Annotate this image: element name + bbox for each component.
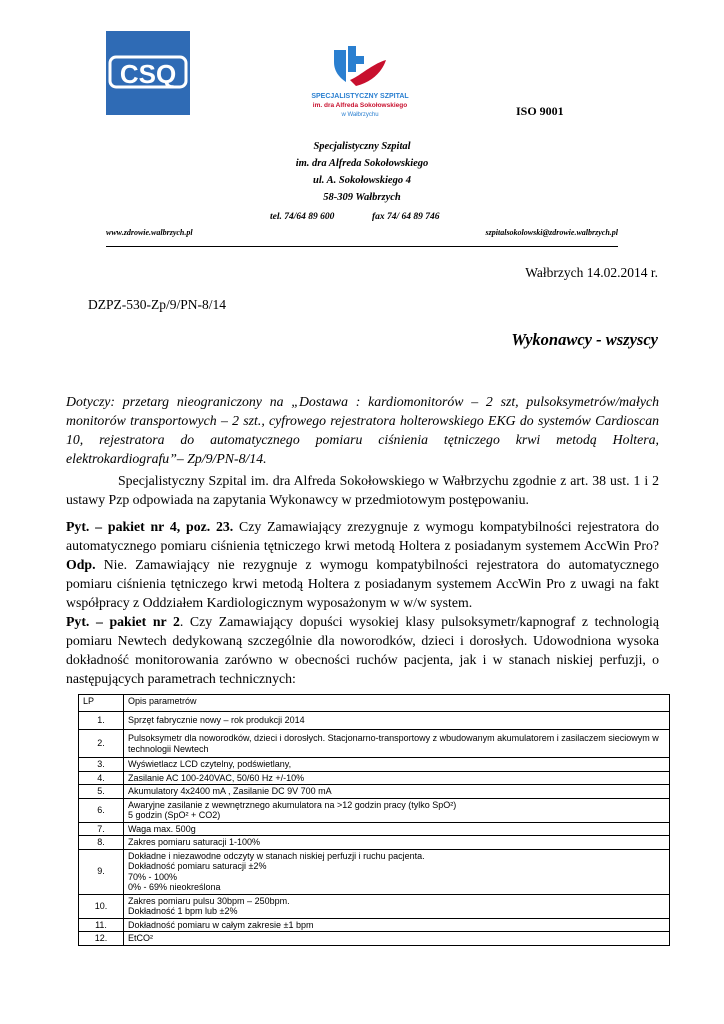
header-lp: LP	[79, 695, 124, 712]
addressee: Wykonawcy - wszyscy	[511, 330, 658, 349]
iso-label: ISO 9001	[516, 104, 564, 118]
answer-1-label: Odp.	[66, 557, 96, 572]
row-description	[124, 894, 670, 918]
address-line-4: 58-309 Wałbrzych	[323, 192, 401, 203]
table-row	[79, 712, 670, 730]
row-description-line: Waga max. 500g	[128, 823, 196, 834]
address-line-1: Specjalistyczny Szpital	[313, 141, 411, 152]
question-1-paragraph	[66, 517, 659, 612]
row-description-line: Wyświetlacz LCD czytelny, podświetlany,	[128, 759, 292, 769]
address-line-3: ul. A. Sokołowskiego 4	[313, 175, 411, 186]
table-row	[79, 758, 670, 772]
row-description-line: Awaryjne zasilanie z wewnętrznego akumulatora na >12 godzin pracy (tylko SpO²)	[128, 799, 457, 810]
hospital-logo-line1: SPECJALISTYCZNY SZPITAL	[311, 93, 409, 100]
row-description	[124, 836, 670, 850]
row-description-line: Akumulatory 4x2400 mA , Zasilanie DC 9V 700 mA	[128, 786, 332, 796]
table-row	[79, 932, 670, 946]
row-description-line: Zakres pomiaru saturacji 1-100%	[128, 837, 261, 847]
question-2-text: . Czy Zamawiający dopuści wysokiej klasy pulsoksymetr/kapnograf z technologią pomiaru Newtech dedykowaną szczególnie dla noworodków, dzieci i dorosłych. Udowodniona wysoka dokładność monitorowania zarówno w obecności ruchów pacjenta, jak i w stanach niskiej perfuzji, o następujących parametrach technicznych:	[66, 614, 660, 686]
table-row	[79, 836, 670, 850]
hospital-logo	[290, 42, 430, 122]
answer-1-text: Nie. Zamawiający nie rezygnuje z wymogu kompatybilności rejestratora do automatycznego pomiaru ciśnienia tętniczego krwi metodą Holtera z posiadanym systemem AccWin Pro z uwagi na fakt współpracy z Oddziałem Kardiologicznym wyposażonym w w/w system.	[66, 557, 659, 610]
row-number: 8.	[79, 836, 124, 850]
row-description-line: 0% - 69% nieokreślona	[128, 882, 221, 892]
row-description	[124, 730, 670, 758]
question-1-text: Czy Zamawiający zrezygnuje z wymogu kompatybilności rejestratora do automatycznego pomiaru ciśnienia tętniczego krwi metodą Holtera z posiadanym systemem AccWin Pro?	[66, 519, 660, 553]
website-link[interactable]: www.zdrowie.walbrzych.pl	[106, 228, 193, 237]
fax: fax 74/ 64 89 746	[372, 212, 440, 222]
row-description	[124, 758, 670, 772]
question-2-paragraph	[66, 612, 659, 688]
parameters-table	[78, 694, 670, 946]
table-row	[79, 894, 670, 918]
row-description	[124, 771, 670, 785]
row-description-line: Pulsoksymetr dla noworodków, dzieci i dorosłych. Stacjonarno-transportowy z wbudowanym akumulatorem i zasilaczem sieciowym w technologii Newtech	[128, 733, 659, 754]
csq-logo	[106, 31, 190, 115]
table-row	[79, 918, 670, 932]
reference-number: DZPZ-530-Zp/9/PN-8/14	[88, 297, 226, 312]
table-row	[79, 785, 670, 799]
row-number: 9.	[79, 849, 124, 894]
table-row	[79, 822, 670, 836]
table-row	[79, 771, 670, 785]
row-description-line: Zakres pomiaru pulsu 30bpm – 250bpm.	[128, 895, 290, 906]
row-number: 3.	[79, 758, 124, 772]
row-description	[124, 798, 670, 822]
row-number: 7.	[79, 822, 124, 836]
row-description	[124, 849, 670, 894]
row-description-line: Zasilanie AC 100-240VAC, 50/60 Hz +/-10%	[128, 772, 305, 783]
row-number: 10.	[79, 894, 124, 918]
row-number: 6.	[79, 798, 124, 822]
row-number: 12.	[79, 932, 124, 946]
hospital-logo-line2: im. dra Alfreda Sokołowskiego	[312, 102, 408, 109]
row-number: 11.	[79, 918, 124, 932]
email-link[interactable]: szpitalsokolowski@zdrowie.walbrzych.pl	[485, 228, 618, 237]
table-row	[79, 730, 670, 758]
row-description	[124, 822, 670, 836]
header-divider	[106, 246, 618, 247]
row-number: 4.	[79, 771, 124, 785]
letter-date: Wałbrzych 14.02.2014 r.	[525, 265, 658, 280]
address-line-2: im. dra Alfreda Sokołowskiego	[295, 158, 429, 169]
header-description: Opis parametrów	[124, 695, 670, 712]
row-description	[124, 932, 670, 946]
row-description-line: Dokładność 1 bpm lub ±2%	[128, 906, 238, 916]
row-description	[124, 712, 670, 730]
table-row	[79, 798, 670, 822]
row-number: 1.	[79, 712, 124, 730]
csq-logo-text: CSQ	[119, 59, 177, 89]
telephone: tel. 74/64 89 600	[270, 212, 335, 222]
row-description-line: Dokładne i niezawodne odczyty w stanach niskiej perfuzji i ruchu pacjenta.	[128, 850, 425, 861]
row-description-line: 5 godzin (SpO² + CO2)	[128, 810, 221, 820]
table-header-row	[79, 695, 670, 712]
row-description-line: 70% - 100%	[128, 871, 178, 882]
row-description-line: Dokładność pomiaru saturacji ±2%	[128, 861, 267, 871]
row-description	[124, 918, 670, 932]
intro-paragraph: Specjalistyczny Szpital im. dra Alfreda Sokołowskiego w Wałbrzychu zgodnie z art. 38 ust. 1 i 2 ustawy Pzp odpowiada na zapytania Wykonawcy w przedmiotowym postępowaniu.	[66, 473, 659, 507]
question-1-label: Pyt. – pakiet nr 4, poz. 23.	[66, 519, 234, 534]
question-2-label: Pyt. – pakiet nr 2	[66, 614, 180, 629]
subject-paragraph: Dotyczy: przetarg nieograniczony na „Dostawa : kardiomonitorów – 2 szt, pulsoksymetrów/małych monitorów transportowych – 2 szt., cyfrowego rejestratora holterowskiego EKG do systemów Cardioscan 10, rejestratora do automatycznego pomiaru ciśnienia tętniczego krwi metodą Holtera, elektrokardiografu”– Zp/9/PN-8/14.	[66, 394, 659, 466]
row-description	[124, 785, 670, 799]
row-number: 2.	[79, 730, 124, 758]
row-description-line: Dokładność pomiaru w całym zakresie ±1 bpm	[128, 919, 314, 930]
row-description-line: EtCO²	[128, 933, 154, 943]
row-description-line: Sprzęt fabrycznie nowy – rok produkcji 2014	[128, 715, 305, 726]
table-row	[79, 849, 670, 894]
hospital-logo-line3: w Wałbrzychu	[341, 112, 379, 118]
row-number: 5.	[79, 785, 124, 799]
table-body	[79, 712, 670, 946]
